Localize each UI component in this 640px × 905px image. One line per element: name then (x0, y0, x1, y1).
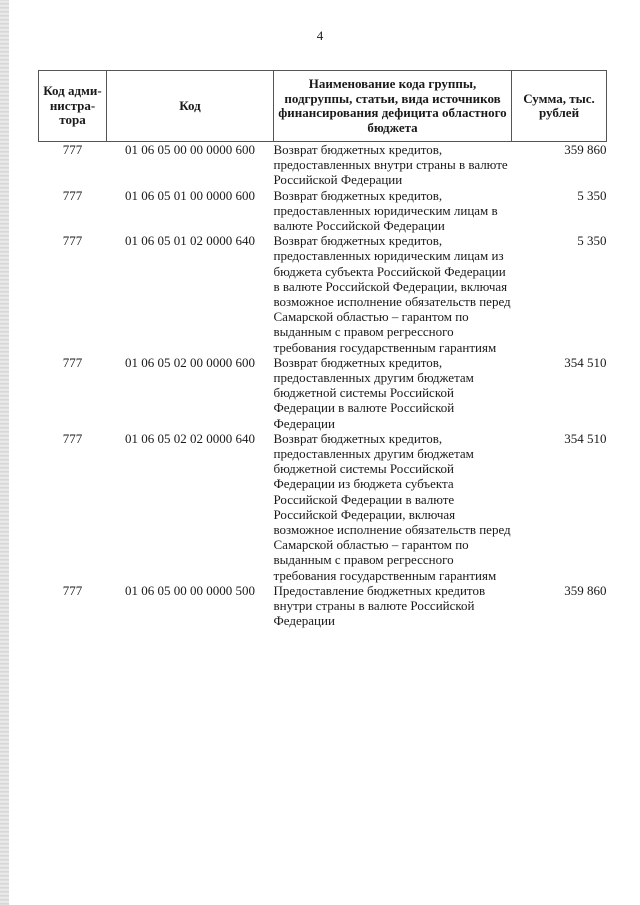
table-row (39, 188, 607, 234)
amount-cell: 354 510 (564, 430, 607, 446)
table-header-row (39, 71, 607, 142)
table-row (39, 583, 607, 629)
name-cell: Возврат бюджетных кредитов, предоставленных внутри страны в валюте Российской Федерации (273, 142, 508, 188)
amount-cell: 359 860 (564, 582, 607, 598)
header-admin-code: Код адми-нистра-тора (39, 71, 107, 142)
admin-code-cell: 777 (62, 582, 83, 598)
code-cell: 01 06 05 02 02 0000 640 (125, 430, 255, 446)
name-cell: Возврат бюджетных кредитов, предоставленных юридическим лицам из бюджета субъекта Российской Федерации в валюте Российской Федерации, включая возможное исполнение обязательств перед Самарской областью – гарантом по выданным с правом регрессного требования государственным гарантиям (273, 233, 511, 355)
code-cell: 01 06 05 01 00 0000 600 (125, 187, 255, 203)
admin-code-cell: 777 (62, 354, 83, 370)
name-cell: Возврат бюджетных кредитов, предоставленных другим бюджетам бюджетной системы Российской Федерации из бюджета субъекта Российской Федерации в валюте Российской Федерации, включая возможное исполнение обязательств перед Самарской областью – гарантом по выданным с правом регрессного требования государственным гарантиям (273, 430, 511, 583)
admin-code-cell: 777 (62, 187, 83, 203)
header-amount: Сумма, тыс. рублей (512, 71, 607, 142)
table-row (39, 355, 607, 431)
code-cell: 01 06 05 00 00 0000 600 (125, 142, 255, 157)
header-name: Наименование кода группы, подгруппы, статьи, вида источников финансирования дефицита областного бюджета (274, 71, 512, 142)
admin-code-cell: 777 (62, 142, 83, 157)
table-row (39, 431, 607, 583)
code-cell: 01 06 05 01 02 0000 640 (125, 233, 255, 249)
scan-edge (0, 0, 9, 905)
code-cell: 01 06 05 00 00 0000 500 (125, 582, 255, 598)
admin-code-cell: 777 (62, 430, 83, 446)
admin-code-cell: 777 (62, 233, 83, 249)
amount-cell: 354 510 (564, 354, 607, 370)
financing-sources-table (38, 70, 607, 629)
header-code: Код (107, 71, 274, 142)
table-row (39, 233, 607, 355)
name-cell: Предоставление бюджетных кредитов внутри страны в валюте Российской Федерации (273, 582, 486, 629)
name-cell: Возврат бюджетных кредитов, предоставленных юридическим лицам в валюте Российской Федерации (273, 187, 498, 234)
amount-cell: 5 350 (577, 187, 607, 203)
page-number: 4 (316, 28, 324, 43)
table-row (39, 142, 607, 188)
name-cell: Возврат бюджетных кредитов, предоставленных другим бюджетам бюджетной системы Российской Федерации в валюте Российской Федерации (273, 354, 474, 431)
amount-cell: 359 860 (564, 142, 607, 157)
code-cell: 01 06 05 02 00 0000 600 (125, 354, 255, 370)
amount-cell: 5 350 (577, 233, 607, 249)
